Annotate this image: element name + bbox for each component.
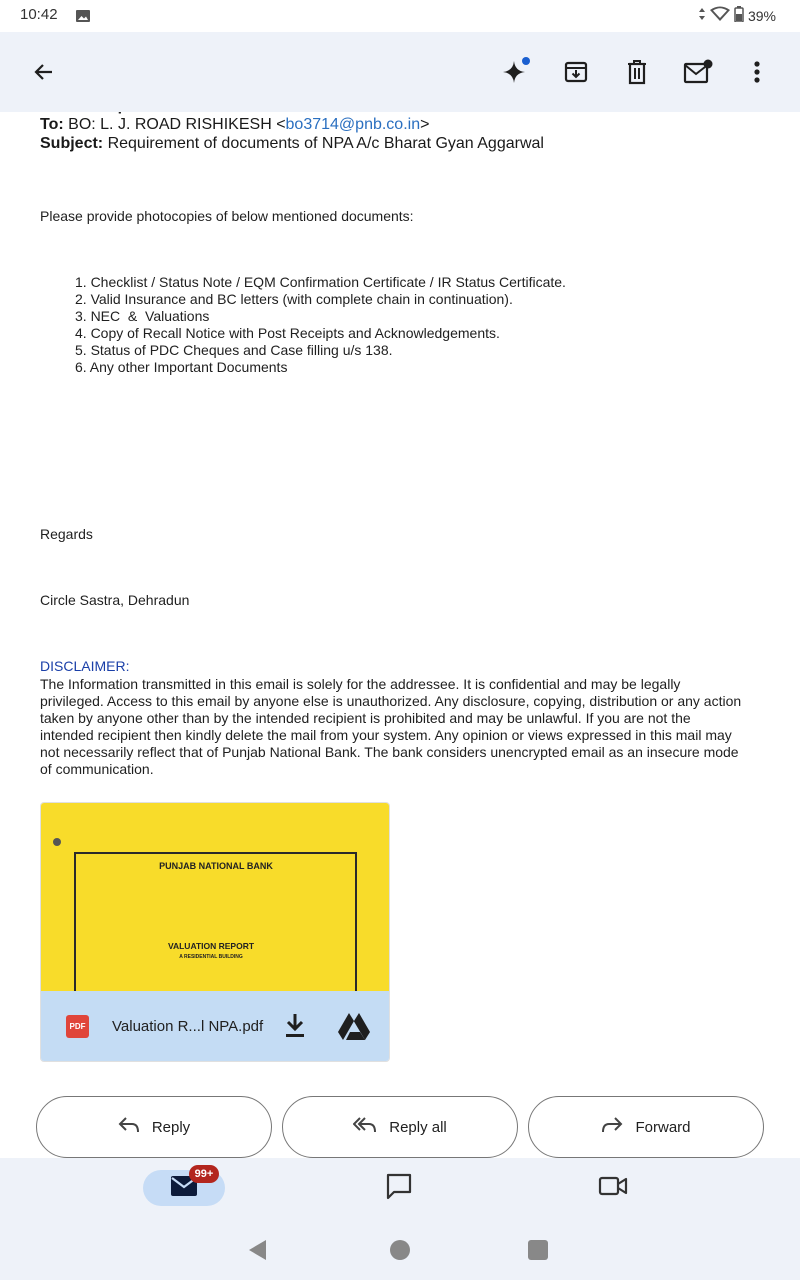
wifi-icon xyxy=(710,6,730,25)
attachment-card[interactable] xyxy=(40,802,390,1062)
forward-button[interactable] xyxy=(528,1096,764,1158)
list-item: 3. NEC & Valuations xyxy=(75,308,210,324)
bottom-nav xyxy=(0,1158,800,1280)
reply-all-button[interactable] xyxy=(282,1096,518,1158)
reply-all-label: Reply all xyxy=(389,1118,447,1136)
system-back-icon[interactable] xyxy=(246,1238,270,1267)
to-close: > xyxy=(420,116,430,133)
subject-text: Requirement of documents of NPA A/c Bharat Gyan Aggarwal xyxy=(107,135,544,152)
status-bar xyxy=(0,0,800,32)
punch-hole xyxy=(53,838,61,846)
system-recents-icon[interactable] xyxy=(527,1239,549,1266)
data-arrows-icon xyxy=(698,7,706,24)
reply-all-icon xyxy=(353,1116,377,1138)
reply-button[interactable] xyxy=(36,1096,272,1158)
mark-unread-icon[interactable] xyxy=(680,54,716,90)
disclaimer-line: privileged. Access to this email by anyone else is unauthorized. Any disclosure, copying, distribution or any action xyxy=(40,693,742,709)
subject-line xyxy=(40,134,770,153)
to-email-link[interactable]: bo3714@pnb.co.in xyxy=(285,116,421,133)
attachment-bar xyxy=(41,991,390,1062)
gemini-sparkle-icon[interactable] xyxy=(497,54,533,90)
disclaimer-title: DISCLAIMER: xyxy=(40,658,130,674)
regards-text: Regards xyxy=(40,526,93,542)
to-label: To: xyxy=(40,116,64,133)
subject-label: Subject: xyxy=(40,135,104,152)
disclaimer-line: of communication. xyxy=(40,761,154,777)
attachment-file-name[interactable]: Valuation R...l NPA.pdf xyxy=(112,1018,264,1035)
video-camera-icon xyxy=(598,1175,628,1202)
preview-title: VALUATION REPORT xyxy=(167,941,255,951)
chat-icon xyxy=(385,1172,413,1205)
document-list xyxy=(75,274,566,376)
status-time: 10:42 xyxy=(20,6,58,23)
to-name: BO: L. J. ROAD RISHIKESH < xyxy=(68,116,286,133)
disclaimer-text xyxy=(40,676,770,778)
list-item: 5. Status of PDC Cheques and Case filling u/s 138. xyxy=(75,342,393,358)
app-bar xyxy=(0,32,800,112)
disclaimer-line: taken by anyone other than by the intended recipient is prohibited and may be unlawful. If you are not the xyxy=(40,710,691,726)
list-item: 6. Any other Important Documents xyxy=(75,359,288,375)
to-line xyxy=(40,115,770,134)
status-indicators xyxy=(698,6,776,25)
image-notification-icon xyxy=(75,8,91,29)
archive-icon[interactable] xyxy=(558,54,594,90)
disclaimer-line: The Information transmitted in this email is solely for the addressee. It is confidential and may be legally xyxy=(40,676,681,692)
unread-count-badge: 99+ xyxy=(189,1165,219,1183)
attachment-preview[interactable] xyxy=(41,803,390,991)
reply-label: Reply xyxy=(151,1118,191,1136)
list-item: 4. Copy of Recall Notice with Post Receipts and Acknowledgements. xyxy=(75,325,500,341)
save-to-drive-icon[interactable] xyxy=(337,1011,371,1041)
preview-frame xyxy=(74,852,357,1002)
delete-icon[interactable] xyxy=(619,54,655,90)
back-arrow-icon[interactable] xyxy=(26,54,62,90)
forward-icon xyxy=(601,1116,623,1138)
more-vert-icon[interactable] xyxy=(739,54,775,90)
preview-bank-name: PUNJAB NATIONAL BANK xyxy=(159,861,273,871)
battery-icon xyxy=(734,6,744,25)
forward-label: Forward xyxy=(635,1118,691,1136)
pdf-icon: PDF xyxy=(66,1015,89,1038)
disclaimer-line: not necessarily reflect that of Punjab National Bank. The bank considers unencrypted email as an insecure mode xyxy=(40,744,739,760)
signature-text: Circle Sastra, Dehradun xyxy=(40,592,190,608)
nav-meet[interactable] xyxy=(595,1170,631,1206)
disclaimer-line: intended recipient then kindly delete the mail from your system. Any opinion or views expressed in this mail may xyxy=(40,727,732,743)
nav-chat[interactable] xyxy=(381,1170,417,1206)
preview-subtitle: A RESIDENTIAL BUILDING xyxy=(179,954,243,960)
email-intro: Please provide photocopies of below mentioned documents: xyxy=(40,208,414,224)
download-icon[interactable] xyxy=(281,1011,309,1041)
system-home-icon[interactable] xyxy=(389,1239,411,1266)
list-item: 1. Checklist / Status Note / EQM Confirmation Certificate / IR Status Certificate. xyxy=(75,274,566,290)
list-item: 2. Valid Insurance and BC letters (with complete chain in continuation). xyxy=(75,291,513,307)
battery-percent: 39% xyxy=(747,7,776,24)
reply-icon xyxy=(118,1116,140,1138)
